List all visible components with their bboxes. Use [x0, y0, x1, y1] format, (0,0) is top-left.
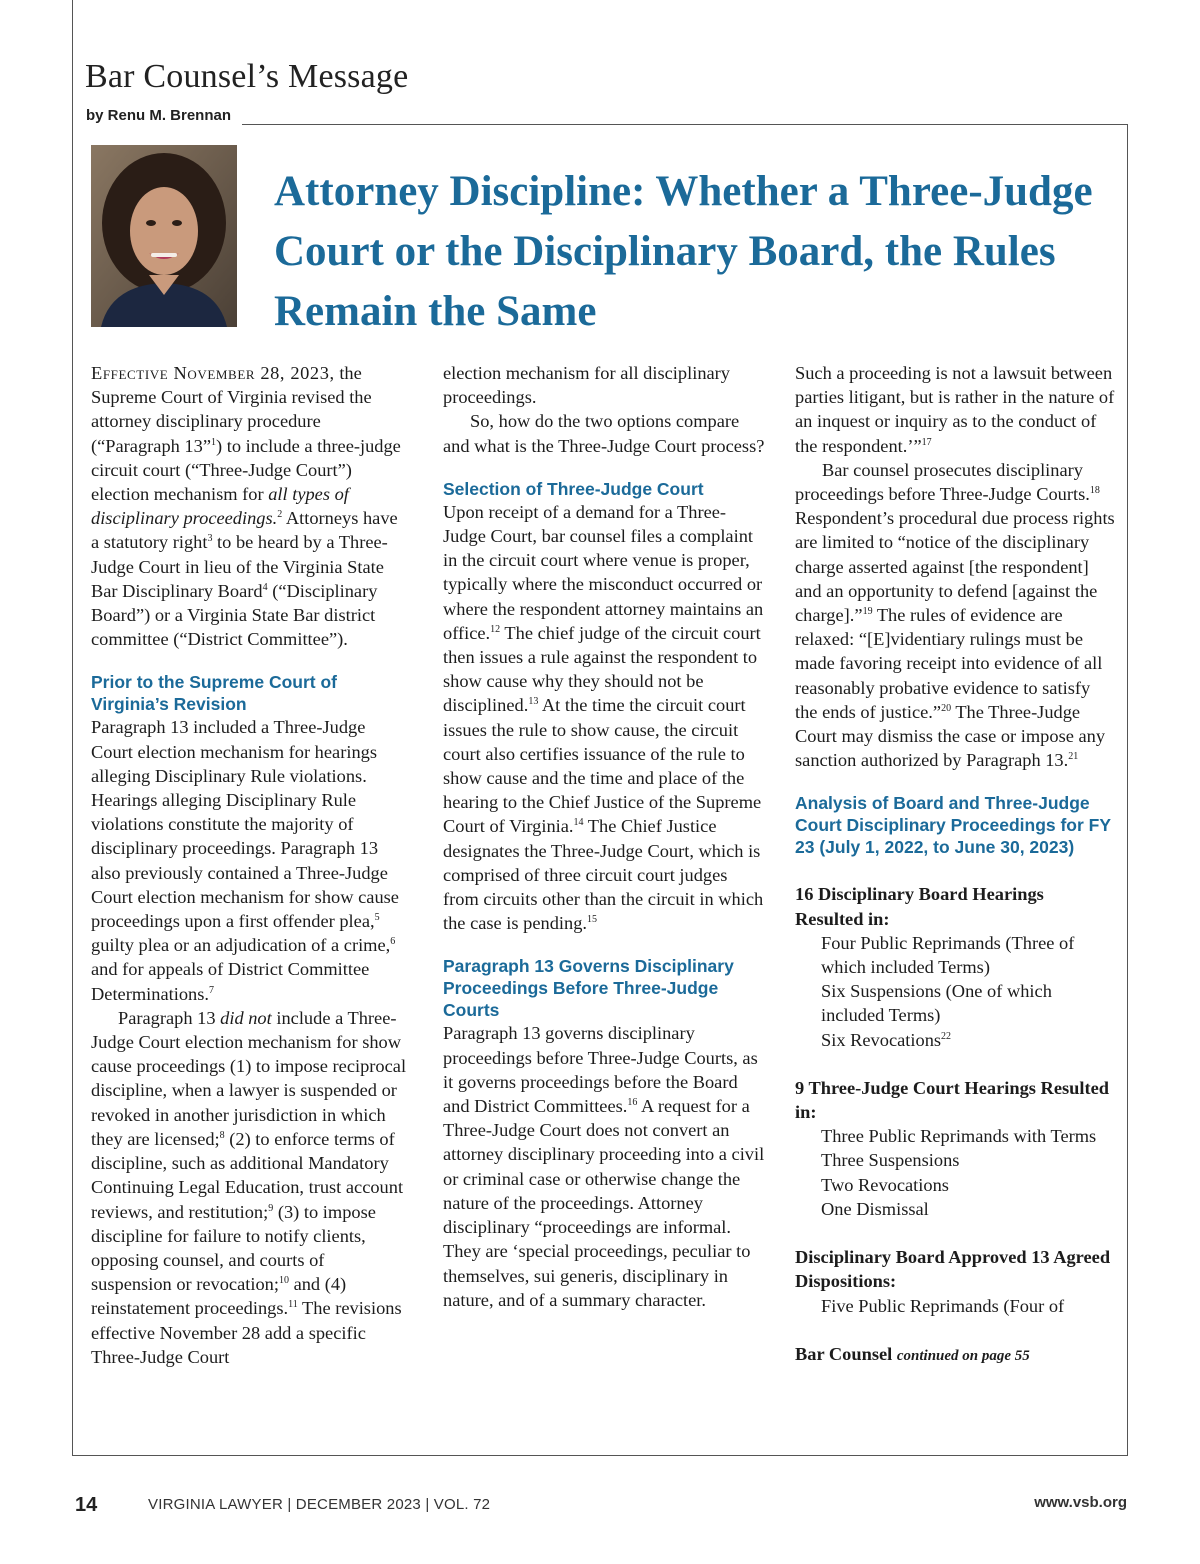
article-headline: Attorney Discipline: Whether a Three-Judge Court or the Disciplinary Board, the Rules Remain the Same [274, 168, 1093, 335]
byline: by Renu M. Brennan [86, 107, 232, 124]
footnote-ref: 8 [219, 1129, 225, 1141]
footnote-ref: 6 [390, 936, 396, 948]
footnote-ref: 9 [268, 1202, 274, 1214]
stat-item: Two Revocations [821, 1174, 949, 1195]
footnote-ref: 7 [208, 984, 214, 996]
continued-label: Bar Counsel [795, 1343, 893, 1364]
stat-title-three-judge: 9 Three-Judge Court Hearings Resulted in: [795, 1077, 1109, 1123]
column-3 [795, 361, 1115, 1368]
stat-item: Three Public Reprimands with Terms [821, 1126, 1097, 1147]
footnote-ref: 21 [1068, 751, 1079, 763]
page-number: 14 [75, 1494, 98, 1516]
footnote-ref: 19 [862, 606, 873, 618]
stat-title-board-hearings: 16 Disciplinary Board Hearings Resulted in: [795, 884, 1044, 929]
stat-item: Four Public Reprimands (Three of which included Terms) [821, 932, 1075, 978]
website-link[interactable]: www.vsb.org [1034, 1494, 1127, 1511]
column-1 [91, 361, 409, 1369]
frame-right-rule [1127, 124, 1128, 1456]
body-paragraph: Paragraph 13 did not include a Three-Judge Court election mechanism for show cause proceedings (1) to impose reciprocal discipline, when a lawyer is suspended or revoked in another jurisdiction in which they are licensed;$^8$ (2) to enforce terms of discipline, such as additional Mandatory Continuing Legal Education, trust account reviews, and restitution;$^9$ (3) to impose discipline for failure to notify clients, opposing counsel, and courts of suspension or revocation;$^{10}$ and (4) reinstatement proceedings.$^{11}$ The revisions effective November 28 add a specific Three-Judge Court [91, 1007, 407, 1367]
footnote-ref: 18 [1089, 485, 1100, 497]
publication-info: VIRGINIA LAWYER | DECEMBER 2023 | VOL. 72 [148, 1496, 491, 1513]
stat-item: Three Suspensions [821, 1150, 960, 1171]
footnote-ref: 5 [374, 912, 380, 924]
footnote-ref: 20 [941, 702, 952, 714]
footnote-ref: 2 [277, 509, 283, 521]
footnote-ref: 13 [528, 696, 539, 708]
author-photo [91, 145, 237, 327]
body-paragraph: Paragraph 13 included a Three-Judge Court election mechanism for hearings alleging Disciplinary Rule violations. Hearings alleging Disciplinary Rule violations constitute the majority of disciplinary proceedings. Paragraph 13 also previously contained a Three-Judge Court election mechanism for show cause proceedings upon a first offender plea,$^5$ guilty plea or an adjudication of a crime,$^6$ and for appeals of District Committee Determinations.$^7$ [91, 717, 399, 1004]
body-paragraph: election mechanism for all disciplinary proceedings. [443, 363, 731, 408]
subheading-selection: Selection of Three-Judge Court [443, 478, 704, 499]
body-paragraph: Such a proceeding is not a lawsuit between parties litigant, but is rather in the nature of an inquest or inquiry as to the conduct of the respondent.’”$^{17}$ [795, 363, 1115, 456]
stat-title-agreed-dispositions: Disciplinary Board Approved 13 Agreed Dispositions: [795, 1247, 1111, 1292]
frame-bottom-rule [72, 1455, 1128, 1456]
footnote-ref: 3 [207, 533, 213, 545]
footnote-ref: 22 [941, 1030, 952, 1042]
footnote-ref: 4 [262, 581, 268, 593]
stat-item: Six Revocations$^{22}$ [821, 1029, 952, 1050]
body-paragraph: So, how do the two options compare and what is the Three-Judge Court process? [443, 411, 765, 456]
footnote-ref: 12 [490, 623, 501, 635]
body-paragraph: Upon receipt of a demand for a Three-Judge Court, bar counsel files a complaint in the circuit court where venue is proper, typically where the misconduct occurred or where the respondent attorney maintains an office.$^{12}$ The chief judge of the circuit court then issues a rule against the respondent to show cause why they should not be disciplined.$^{13}$ At the time the circuit court issues the rule to show cause, the circuit court also certifies issuance of the rule to show cause and the time and place of the hearing to the Chief Justice of the Supreme Court of Virginia.$^{14}$ The Chief Justice designates the Three-Judge Court, which is comprised of three circuit court judges from circuits other than the circuit in which the case is pending.$^{15}$ [443, 501, 764, 934]
continued-note[interactable] [795, 1342, 1115, 1368]
frame-top-rule [242, 124, 1128, 125]
frame-left-rule [72, 0, 73, 1456]
lead-in: Effective November 28, 2023, [91, 363, 335, 383]
footnote-ref: 16 [627, 1097, 638, 1109]
footnote-ref: 17 [921, 436, 932, 448]
subheading-prior-revision: Prior to the Supreme Court of Virginia’s Revision [91, 672, 337, 715]
footnote-ref: 14 [573, 817, 584, 829]
subheading-paragraph-13: Paragraph 13 Governs Disciplinary Proceedings Before Three-Judge Courts [443, 956, 734, 1021]
body-paragraph: Paragraph 13 governs disciplinary proceedings before Three-Judge Courts, as it governs proceedings before the Board and District Committees.$^{16}$ A request for a Three-Judge Court does not convert an attorney disciplinary proceeding into a civil or criminal case or otherwise change the nature of the proceedings. Attorney disciplinary “proceedings are informal. They are ‘special proceedings, peculiar to themselves, sui generis, disciplinary in nature, and of a summary character. [443, 1023, 765, 1310]
continued-link[interactable]: continued on page 55 [896, 1347, 1030, 1364]
footnote-ref: 1 [211, 436, 216, 448]
intro-paragraph: Effective November 28, 2023, the Supreme Court of Virginia revised the attorney disciplinary procedure (“Paragraph 13”$^1$) to include a three-judge circuit court (“Three-Judge Court”) election mechanism for all types of disciplinary proceedings.$^2$ Attorneys have a statutory right$^3$ to be heard by a Three-Judge Court in lieu of the Virginia State Bar Disciplinary Board$^4$ (“Disciplinary Board”) or a Virginia State Bar district committee (“District Committee”). [91, 363, 401, 650]
footnote-ref: 11 [288, 1299, 298, 1311]
footnote-ref: 10 [278, 1275, 289, 1287]
column-2 [443, 361, 765, 1312]
subheading-analysis: Analysis of Board and Three-Judge Court Disciplinary Proceedings for FY 23 (July 1, 2022, to June 30, 2023) [795, 793, 1111, 858]
footnote-ref: 15 [587, 914, 598, 926]
stat-item: One Dismissal [821, 1198, 929, 1219]
body-paragraph: Bar counsel prosecutes disciplinary proceedings before Three-Judge Courts.$^{18}$ Respondent’s procedural due process rights are limited to “notice of the disciplinary charge asserted against [the respondent] and an opportunity to defend [against the charge].”$^{19}$ The rules of evidence are relaxed: “[E]videntiary rulings must be made favoring receipt into evidence of all reasonably probative evidence to satisfy the ends of justice.”$^{20}$ The Three-Judge Court may dismiss the case or impose any sanction authorized by Paragraph 13.21 [795, 459, 1115, 771]
stat-item: Six Suspensions (One of which included Terms) [821, 981, 1052, 1026]
section-title: Bar Counsel’s Message [85, 58, 409, 95]
stat-item: Five Public Reprimands (Four of [821, 1295, 1065, 1316]
